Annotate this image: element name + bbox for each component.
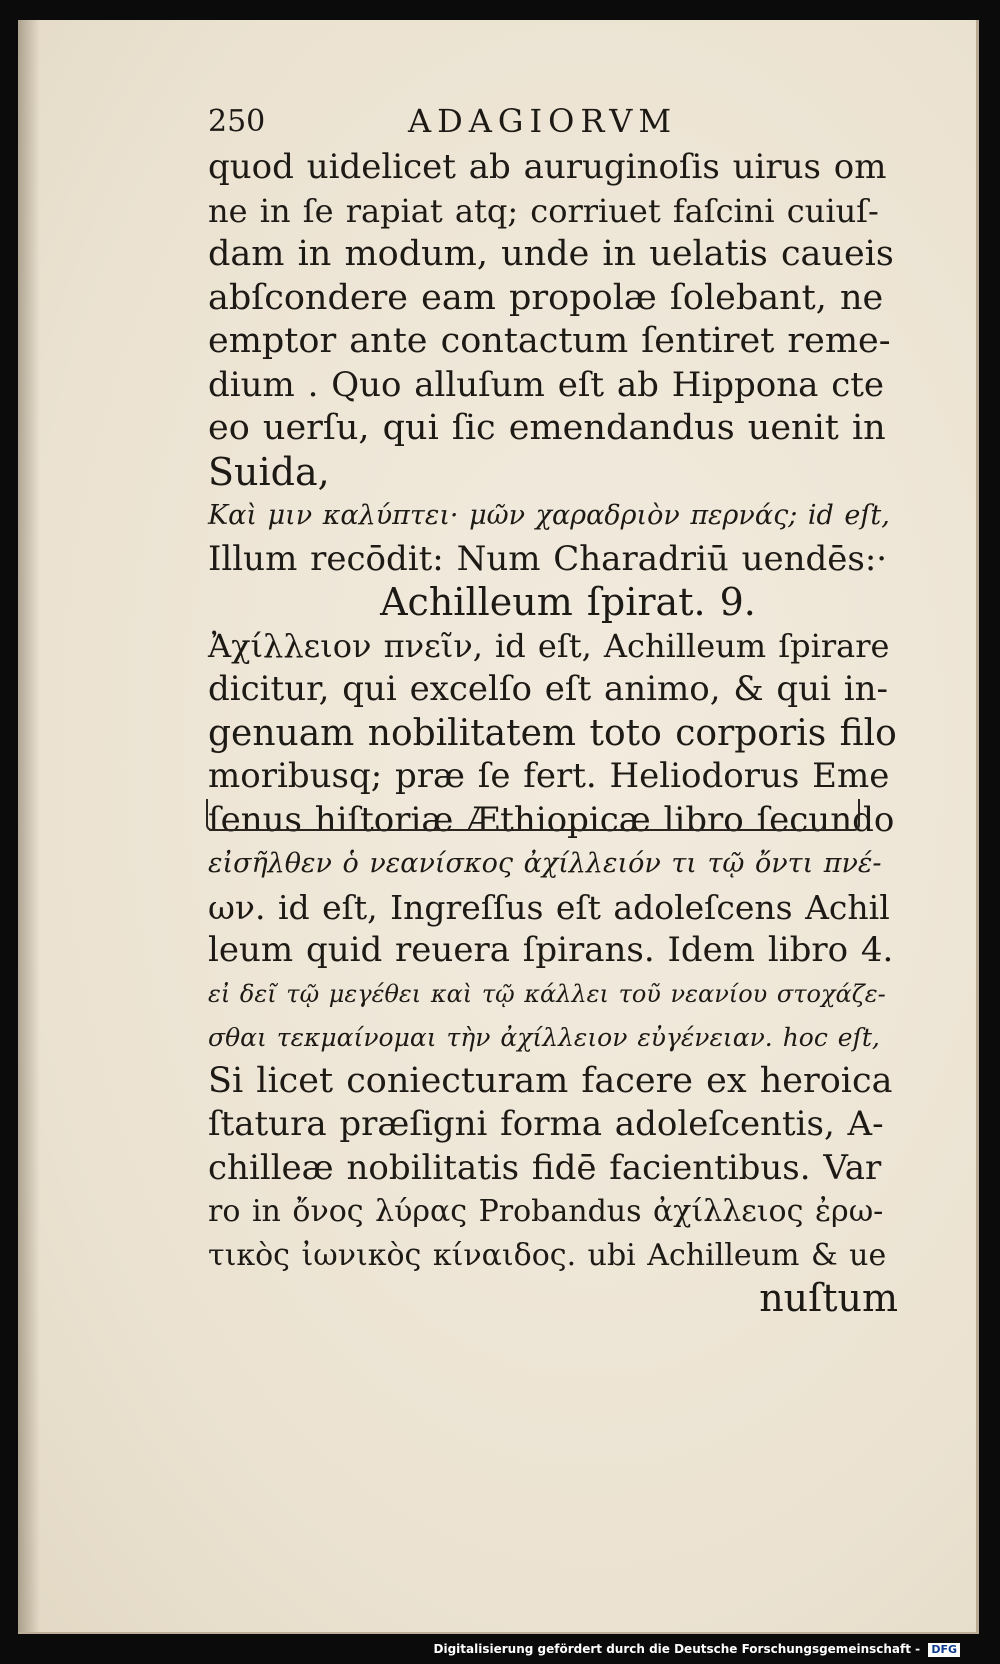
- text-line: Si licet coniecturam facere ex heroica: [208, 1060, 893, 1101]
- text-line: dium . Quo alluſum eſt ab Hippona cte: [208, 364, 885, 405]
- greek-quotation-line: εἰσῆλθεν ὁ νεανίσκος ἀχίλλειόν τι τῷ ὄντι πνέ-: [208, 848, 882, 879]
- greek-quotation-line: εἰ δεῖ τῷ μεγέθει καὶ τῷ κάλλει τοῦ νεανίου στοχάζε-: [208, 979, 886, 1008]
- text-line: ων. id eſt, Ingreſſus eſt adoleſcens Achil: [208, 887, 890, 927]
- text-line: abſcondere eam propolæ ſolebant, ne: [208, 277, 884, 318]
- text-line: eo uerſu, qui ſic emendandus uenit in: [208, 408, 886, 448]
- spine-shadow: [18, 20, 40, 1632]
- digitization-credit-bar: [0, 1634, 1000, 1664]
- handwritten-underline: [206, 799, 860, 831]
- text-line: τικὸς ἰωνικὸς κίναιδος. ubi Achilleum & ue: [208, 1237, 887, 1273]
- text-block: [208, 100, 898, 1321]
- text-line: dam in modum, unde in uelatis caueis: [208, 234, 894, 274]
- adage-heading: Achilleum ſpirat. 9.: [380, 580, 756, 624]
- text-line: ne in ſe rapiat atq; corriuet faſcini cuiuſ-: [208, 191, 879, 230]
- underlined-text-line: [208, 799, 898, 843]
- text-line: genuam nobilitatem toto corporis filo: [208, 712, 897, 754]
- page-header: [208, 100, 898, 146]
- text-line: Illum recōdit: Num Charadriū uendēs:·: [208, 538, 888, 579]
- digitization-credit: Digitalisierung gefördert durch die Deutsche Forschungsgemeinschaft -: [433, 1642, 921, 1656]
- text-line-content: ſenus hiſtoriæ Æthiopicæ libro ſecundo: [208, 799, 895, 840]
- text-line: Ἀχίλλειον πνεῖν, id eſt, Achilleum ſpirare: [208, 626, 890, 665]
- running-title: ADAGIORVM: [408, 102, 678, 140]
- text-line: ſtatura præſigni forma adoleſcentis, A-: [208, 1104, 884, 1144]
- text-line: Suida,: [208, 449, 330, 494]
- text-line: moribusq; præ ſe fert. Heliodorus Eme: [208, 756, 890, 796]
- text-line: dicitur, qui excelſo eſt animo, & qui in-: [208, 669, 889, 709]
- text-line: chilleæ nobilitatis fidē facientibus. Var: [208, 1147, 882, 1188]
- dfg-logo: DFG: [928, 1643, 960, 1657]
- page-number: 250: [208, 104, 266, 139]
- catchword: nuſtum: [759, 1276, 898, 1320]
- greek-quotation-line: σθαι τεκμαίνομαι τὴν ἀχίλλειον εὐγένειαν. hoc eſt,: [208, 1023, 880, 1052]
- greek-quotation-line: Καὶ μιν καλύπτει· μῶν χαραδριὸν περνάς; id eſt,: [208, 500, 890, 531]
- text-line: leum quid reuera ſpirans. Idem libro 4.: [208, 930, 894, 970]
- text-line: ro in ὄνος λύρας Probandus ἀχίλλειος ἐρω-: [208, 1194, 884, 1229]
- text-line: quod uidelicet ab auruginoſis uirus om: [208, 147, 887, 187]
- text-line: emptor ante contactum ſentiret reme-: [208, 321, 891, 361]
